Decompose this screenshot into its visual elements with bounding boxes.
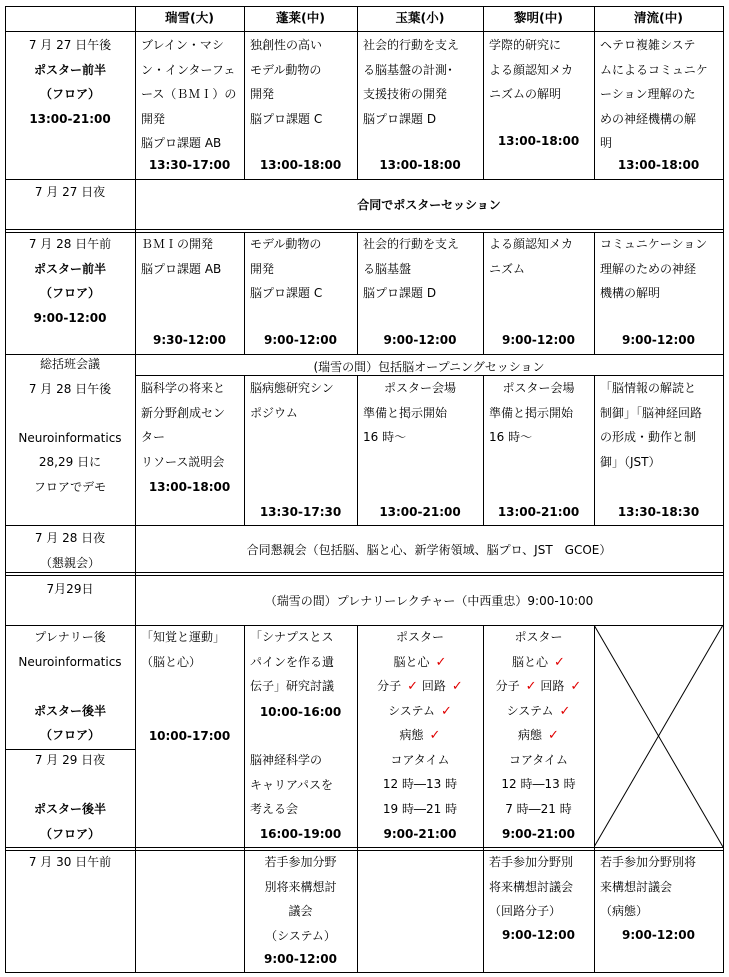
poster-line bbox=[357, 772, 483, 797]
session-horai-line: 脳病態研究シン bbox=[250, 381, 334, 395]
row-border bbox=[5, 972, 724, 973]
column-border bbox=[594, 375, 595, 525]
poster-text: 分子 bbox=[495, 679, 520, 693]
row-border bbox=[5, 575, 724, 576]
row-label-line: 9:00-12:00 bbox=[33, 310, 107, 325]
row-border bbox=[5, 6, 724, 7]
session-horai-line: 開発 bbox=[250, 261, 275, 276]
time-range: 10:00-17:00 bbox=[148, 729, 231, 743]
room-header: 蓬莱(中) bbox=[276, 10, 325, 25]
row-label-line: プレナリー後 bbox=[34, 630, 106, 644]
column-border bbox=[483, 6, 484, 179]
row-label bbox=[11, 748, 129, 846]
poster-text: ポスター bbox=[395, 630, 444, 644]
row-label-line: ポスター前半 bbox=[33, 261, 106, 276]
row-label-line: 7 月 27 日午後 bbox=[28, 38, 112, 52]
poster-line bbox=[357, 797, 483, 822]
time-range: 13:30-17:30 bbox=[259, 505, 342, 519]
session-horai-line: 開発 bbox=[250, 87, 275, 101]
session-seiryu-line: ーション理解のた bbox=[600, 87, 696, 101]
session-seiryu-line: 来構想討議会 bbox=[600, 879, 673, 894]
row-label-line: （フロア） bbox=[39, 87, 100, 101]
row-label-line: ポスター前半 bbox=[33, 62, 106, 77]
poster-text: コアタイム bbox=[390, 752, 450, 767]
row-label-line bbox=[11, 674, 129, 699]
session-seiryu-line: の形成・動作と制 bbox=[600, 430, 697, 444]
row-label: 7 月 30 日午前 bbox=[28, 855, 112, 869]
session-zuisetsu-line: ース（ＢＭＩ）の bbox=[141, 87, 237, 101]
poster-text: コアタイム bbox=[509, 752, 568, 767]
poster-text: システム bbox=[388, 703, 435, 718]
session-gyokuyo bbox=[357, 376, 483, 450]
session-gyokuyo bbox=[363, 232, 477, 306]
unavailable-cross-icon bbox=[594, 625, 724, 848]
row-label: 7 月 27 日夜 bbox=[34, 185, 106, 199]
row-label bbox=[11, 352, 129, 499]
poster-line bbox=[483, 674, 594, 699]
time-range: 13:00-18:00 bbox=[497, 134, 580, 148]
session-zuisetsu bbox=[141, 376, 238, 474]
row-label-line: Neuroinformatics bbox=[18, 430, 122, 445]
session-zuisetsu-line: ン・インターフェ bbox=[141, 62, 236, 77]
time-range: 9:00-12:00 bbox=[621, 928, 696, 942]
check-mark-icon: ✓ bbox=[548, 728, 559, 743]
poster-text: 12 時―13 時 bbox=[382, 777, 458, 791]
session-seiryu bbox=[600, 850, 717, 924]
session-horai-line: キャリアパスを bbox=[250, 777, 334, 792]
session-zuisetsu-line: ＢＭＩの開発 bbox=[141, 237, 214, 251]
session-reimei-line: よる顔認知メカ bbox=[489, 237, 574, 251]
row-label-line: （フロア） bbox=[39, 728, 100, 742]
poster-line bbox=[357, 699, 483, 724]
poster-text: 病態 bbox=[518, 728, 543, 742]
session-horai-line: パインを作る遺 bbox=[250, 654, 335, 669]
session-seiryu-line: 理解のための神経 bbox=[600, 261, 697, 276]
poster-line bbox=[483, 650, 594, 675]
poster-line bbox=[483, 772, 594, 797]
check-mark-icon: ✓ bbox=[525, 679, 537, 694]
session-zuisetsu-line: 「知覚と運動」 bbox=[141, 630, 226, 644]
session-seiryu-line: ムによるコミュニケ bbox=[600, 62, 708, 77]
poster-text: ポスター bbox=[514, 630, 563, 644]
row-label-line: 13:00-21:00 bbox=[29, 111, 111, 126]
row-label-line: 28,29 日に bbox=[38, 455, 102, 469]
plenary-lecture: （瑞雪の間）プレナリーレクチャー（中西重忠）9:00-10:00 bbox=[264, 594, 594, 608]
session-horai-line: モデル動物の bbox=[250, 62, 322, 77]
time-range: 13:00-21:00 bbox=[497, 505, 580, 519]
poster-line bbox=[483, 748, 594, 773]
row-label-line: 7 月 28 日夜 bbox=[34, 531, 106, 545]
poster-text: 7 時―21 時 bbox=[505, 801, 572, 816]
session-gyokuyo-line: 社会的行動を支え bbox=[363, 237, 460, 251]
row-border bbox=[5, 229, 724, 230]
session-reimei bbox=[489, 33, 588, 107]
row-label-line: 7 月 29 日夜 bbox=[34, 753, 106, 767]
time-range: 9:00-12:00 bbox=[383, 333, 457, 347]
poster-line bbox=[357, 650, 483, 675]
check-mark-icon: ✓ bbox=[451, 679, 463, 694]
poster-line bbox=[483, 625, 594, 650]
time-range: 13:00-18:00 bbox=[379, 158, 461, 172]
session-gyokuyo-line: 社会的行動を支え bbox=[363, 38, 460, 52]
poster-text: 脳と心 bbox=[393, 654, 430, 669]
poster-text: 病態 bbox=[399, 728, 424, 742]
session-horai-line: 脳プロ課題 C bbox=[250, 286, 323, 300]
row-label-line: 7 月 28 日午後 bbox=[28, 381, 112, 396]
session-gyokuyo bbox=[357, 625, 483, 821]
session-gyokuyo-line: 脳プロ課題 D bbox=[363, 286, 437, 300]
session-horai bbox=[250, 232, 351, 306]
session-horai-line: 脳神経科学の bbox=[250, 753, 323, 767]
session-horai-line: 別将来構想討 bbox=[264, 879, 337, 894]
session-zuisetsu-line: （脳と心） bbox=[141, 654, 202, 669]
poster-text: システム bbox=[506, 703, 554, 718]
session-horai bbox=[250, 33, 351, 131]
session-reimei-line: ニズムの解明 bbox=[489, 87, 562, 101]
merged-event: 合同懇親会（包括脳、脳と心、新学術領域、脳プロ、JST GCOE） bbox=[246, 543, 612, 557]
session-seiryu-line: 明 bbox=[600, 136, 613, 150]
room-header: 瑞雪(大) bbox=[165, 10, 214, 25]
session-horai bbox=[250, 748, 351, 822]
opening-session: (瑞雪の間）包括脳オープニングセッション bbox=[313, 360, 545, 374]
time-range: 13:30-18:30 bbox=[617, 505, 700, 519]
session-gyokuyo-line: る脳基盤の計測･ bbox=[363, 62, 454, 77]
session-horai-line: 独創性の高い bbox=[250, 38, 323, 52]
time-range: 9:00-12:00 bbox=[621, 333, 696, 347]
session-horai-line: 伝子」研究討議 bbox=[250, 679, 335, 693]
poster-line bbox=[357, 748, 483, 773]
session-reimei-line: 将来構想討議会 bbox=[489, 879, 574, 894]
session-zuisetsu-line: ブレイン・マシ bbox=[141, 38, 224, 52]
session-zuisetsu-line: 脳科学の将来と bbox=[141, 381, 226, 395]
time-range: 16:00-19:00 bbox=[259, 827, 342, 841]
session-reimei bbox=[489, 850, 588, 924]
session-gyokuyo-line: 準備と掲示開始 bbox=[363, 405, 448, 420]
row-label bbox=[11, 625, 129, 748]
check-mark-icon: ✓ bbox=[429, 728, 441, 743]
session-horai-line: 若手参加分野 bbox=[264, 855, 337, 869]
time-range: 10:00-16:00 bbox=[259, 705, 342, 719]
time-range: 9:00-21:00 bbox=[383, 827, 457, 841]
poster-line bbox=[357, 674, 483, 699]
session-zuisetsu-line: リソース説明会 bbox=[141, 454, 225, 469]
session-gyokuyo-line: る脳基盤 bbox=[363, 261, 412, 276]
session-seiryu-line: 御」（JST） bbox=[600, 454, 661, 469]
poster-line bbox=[483, 797, 594, 822]
poster-text: 19 時―21 時 bbox=[382, 801, 458, 816]
row-label-line bbox=[11, 401, 129, 426]
column-border bbox=[244, 375, 245, 525]
session-seiryu bbox=[600, 376, 717, 474]
session-zuisetsu-line: 脳プロ課題 AB bbox=[141, 261, 222, 276]
session-zuisetsu bbox=[141, 232, 238, 281]
session-seiryu-line: コミュニケーション bbox=[600, 237, 708, 251]
session-horai-line: 脳プロ課題 C bbox=[250, 111, 323, 126]
column-border bbox=[5, 6, 6, 972]
session-reimei-line: ポスター会場 bbox=[502, 381, 575, 395]
session-zuisetsu bbox=[141, 625, 238, 674]
poster-text: 回路 bbox=[540, 679, 565, 693]
time-range: 13:00-18:00 bbox=[148, 480, 231, 494]
session-horai-line: 「シナプスとス bbox=[250, 630, 334, 644]
session-reimei-line: 若手参加分野別 bbox=[489, 855, 574, 869]
check-mark-icon: ✓ bbox=[554, 654, 565, 670]
column-border bbox=[357, 6, 358, 179]
session-horai bbox=[250, 376, 351, 425]
session-reimei bbox=[489, 232, 588, 281]
row-label bbox=[11, 232, 129, 330]
column-border bbox=[594, 6, 595, 179]
time-range: 9:00-12:00 bbox=[501, 928, 576, 942]
check-mark-icon: ✓ bbox=[407, 679, 419, 694]
row-label-line: （懇親会） bbox=[39, 555, 100, 570]
session-horai bbox=[244, 850, 357, 948]
row-label-line bbox=[11, 773, 129, 798]
session-seiryu-line: ヘテロ複雑システ bbox=[600, 38, 696, 52]
session-gyokuyo bbox=[363, 33, 477, 131]
row-label: 7月29日 bbox=[46, 582, 94, 596]
time-range: 9:00-21:00 bbox=[501, 827, 576, 841]
time-range: 13:30-17:00 bbox=[148, 158, 231, 172]
session-gyokuyo-line: 16 時～ bbox=[363, 430, 407, 444]
time-range: 9:00-12:00 bbox=[263, 952, 338, 966]
row-label bbox=[11, 33, 129, 131]
session-zuisetsu bbox=[141, 33, 238, 156]
session-reimei-line: 準備と掲示開始 bbox=[489, 405, 574, 420]
session-seiryu-line: 機構の解明 bbox=[600, 286, 661, 300]
check-mark-icon: ✓ bbox=[570, 679, 582, 694]
row-label-line: 7 月 28 日午前 bbox=[28, 237, 112, 251]
poster-text: 12 時―13 時 bbox=[501, 777, 576, 791]
row-border bbox=[5, 31, 724, 32]
session-seiryu-line: めの神経機構の解 bbox=[600, 111, 697, 126]
poster-text: 分子 bbox=[377, 679, 402, 693]
row-label-line: （フロア） bbox=[39, 286, 100, 300]
poster-line bbox=[357, 723, 483, 748]
session-horai-line: ポジウム bbox=[250, 405, 298, 420]
session-zuisetsu-line: 脳プロ課題 AB bbox=[141, 136, 222, 150]
session-gyokuyo-line: ポスター会場 bbox=[383, 381, 456, 395]
row-label-line: フロアでデモ bbox=[33, 479, 107, 494]
session-seiryu bbox=[600, 33, 717, 156]
time-range: 13:00-18:00 bbox=[617, 158, 700, 172]
session-horai bbox=[250, 625, 351, 699]
column-border bbox=[244, 6, 245, 179]
session-horai-line: モデル動物の bbox=[250, 237, 322, 251]
time-range: 9:00-12:00 bbox=[263, 333, 338, 347]
room-header: 清流(中) bbox=[634, 10, 683, 25]
session-gyokuyo-line: 支援技術の開発 bbox=[363, 87, 448, 101]
session-zuisetsu-line: ター bbox=[141, 430, 166, 444]
session-horai-line: （システム） bbox=[265, 928, 336, 943]
row-label-line: 総括班会議 bbox=[39, 357, 100, 371]
time-range: 9:00-12:00 bbox=[501, 333, 576, 347]
session-reimei-line: ニズム bbox=[489, 261, 526, 276]
time-range: 13:00-18:00 bbox=[259, 158, 342, 172]
time-range: 9:30-12:00 bbox=[152, 333, 227, 347]
poster-line bbox=[483, 699, 594, 724]
session-zuisetsu-line: 開発 bbox=[141, 111, 166, 126]
session-reimei-line: 学際的研究に bbox=[489, 38, 562, 52]
session-seiryu-line: 若手参加分野別将 bbox=[600, 855, 697, 869]
merged-event: 合同でポスターセッション bbox=[357, 198, 501, 212]
session-reimei-line: よる顔認知メカ bbox=[489, 62, 574, 77]
time-range: 13:00-21:00 bbox=[379, 505, 461, 519]
check-mark-icon: ✓ bbox=[440, 703, 452, 719]
check-mark-icon: ✓ bbox=[435, 654, 447, 670]
session-horai-line: 議会 bbox=[288, 904, 313, 918]
poster-text: 脳と心 bbox=[512, 654, 549, 669]
session-seiryu-line: （病態） bbox=[600, 904, 649, 918]
row-label-line: Neuroinformatics bbox=[18, 654, 122, 669]
room-header: 玉葉(小) bbox=[395, 10, 445, 25]
room-header: 黎明(中) bbox=[514, 10, 563, 25]
poster-line bbox=[483, 723, 594, 748]
session-reimei bbox=[483, 376, 594, 450]
row-label bbox=[11, 526, 129, 575]
session-zuisetsu-line: 新分野創成セン bbox=[141, 405, 226, 420]
session-gyokuyo-line: 脳プロ課題 D bbox=[363, 111, 437, 126]
session-horai-line: 考える会 bbox=[250, 802, 299, 816]
row-label-line: （フロア） bbox=[39, 826, 100, 841]
session-reimei-line: 16 時～ bbox=[489, 430, 533, 444]
check-mark-icon: ✓ bbox=[559, 703, 571, 719]
row-label-line: ポスター後半 bbox=[33, 802, 106, 816]
poster-line bbox=[357, 625, 483, 650]
session-seiryu-line: 「脳情報の解読と bbox=[600, 381, 697, 395]
poster-text: 回路 bbox=[421, 679, 446, 693]
session-reimei bbox=[483, 625, 594, 821]
row-label-line: ポスター後半 bbox=[33, 703, 106, 718]
session-seiryu-line: 制御」「脳神経回路 bbox=[600, 405, 703, 420]
session-seiryu bbox=[600, 232, 717, 306]
session-reimei-line: （回路分子） bbox=[489, 904, 562, 918]
